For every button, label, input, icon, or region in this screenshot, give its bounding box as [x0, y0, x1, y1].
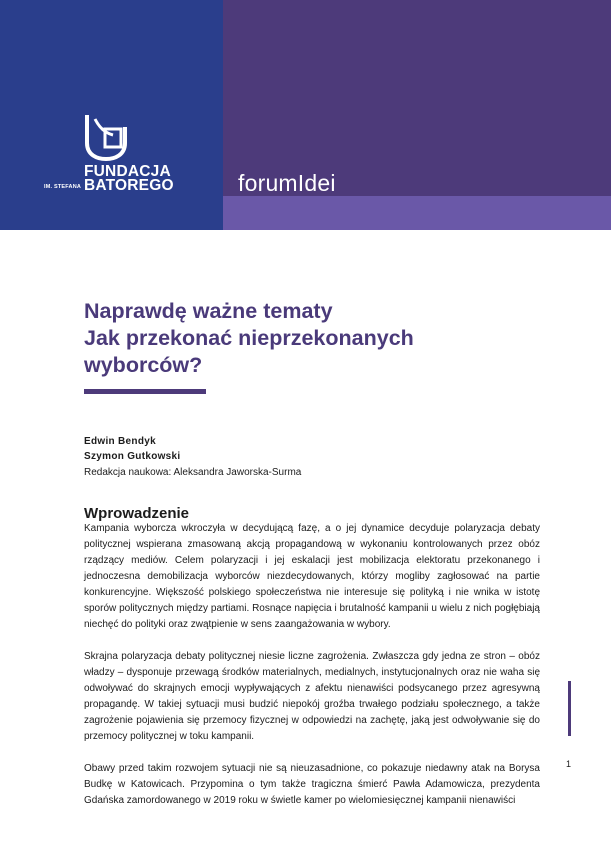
- program-name: forumIdei: [238, 170, 336, 196]
- paragraph-3: Obawy przed takim rozwojem sytuacji nie są nieuzasadnione, co pokazuje niedawny atak na Borysa Budkę w Katowicach. Przypomina o tym także tragiczna śmierć Pawła Adamowicza, prezydenta Gdańska zamordowanego w 2019 roku w świetle kamer po wielomiesięcznej kampanii nienawiści: [84, 763, 540, 806]
- body-text: [84, 521, 540, 825]
- side-accent-bar: [568, 681, 571, 736]
- page-number: 1: [566, 759, 572, 769]
- paragraph-2: Skrajna polaryzacja debaty politycznej niesie liczne zagrożenia. Zwłaszcza gdy jedna ze stron – obóz władzy – dysponuje przewagą środków materialnych, medialnych, instytucjonalnych oraz nie waha się odwoływać do skrajnych emocji wypływających z afektu nienawiści podsycanego przez agresywną propagandę. W takiej sytuacji musi budzić niepokój groźba trwałego podziału społecznego, a także zagrożenie pojawienia się przemocy fizycznej w odpowiedzi na zachętę, jaką jest odwoływanie się do przemocy politycznej w toku kampanii.: [84, 651, 540, 742]
- title-line-1: Naprawdę ważne tematy: [84, 299, 333, 323]
- page-header: [0, 0, 611, 230]
- author-1: Edwin Bendyk: [84, 436, 156, 447]
- logo-line-1: FUNDACJA: [84, 163, 171, 180]
- title-line-3: wyborców?: [84, 353, 203, 377]
- foundation-logo-icon: [83, 113, 129, 161]
- title-divider: [84, 389, 206, 394]
- title-line-2: Jak przekonać nieprzekonanych: [84, 326, 414, 350]
- author-2: Szymon Gutkowski: [84, 451, 181, 462]
- authors-block: [84, 434, 301, 480]
- paragraph-1: Kampania wyborcza wkroczyła w decydującą fazę, a o jej dynamice decyduje polaryzacja debaty politycznej wspierana zmasowaną akcją propagandową w wykonaniu kontrolowanych przez obóz rządzący mediów. Celem polaryzacji i jej eskalacji jest mobilizacja elektoratu przekonanego i jednoczesna demobilizacja wyborców niezdecydowanych, którzy mogliby zagłosować na partie konkurencyjne. Większość polskiego społeczeństwa nie interesuje się polityką i nie wnika w istotę sporów politycznych między partiami. Rosnące napięcia i brutalność kampanii u wielu z nich pogłębiają niechęć do polityki oraz zwątpienie w sens zaangażowania w wybory.: [84, 523, 540, 630]
- redaction-note: Redakcja naukowa: Aleksandra Jaworska-Surma: [84, 467, 302, 478]
- logo-line-2: BATOREGO: [84, 177, 174, 194]
- section-heading: Wprowadzenie: [84, 505, 190, 522]
- document-title: [84, 298, 524, 379]
- foundation-logo-text: [84, 165, 174, 193]
- header-band: [223, 196, 611, 230]
- logo-small-text: IM. STEFANA: [44, 184, 82, 190]
